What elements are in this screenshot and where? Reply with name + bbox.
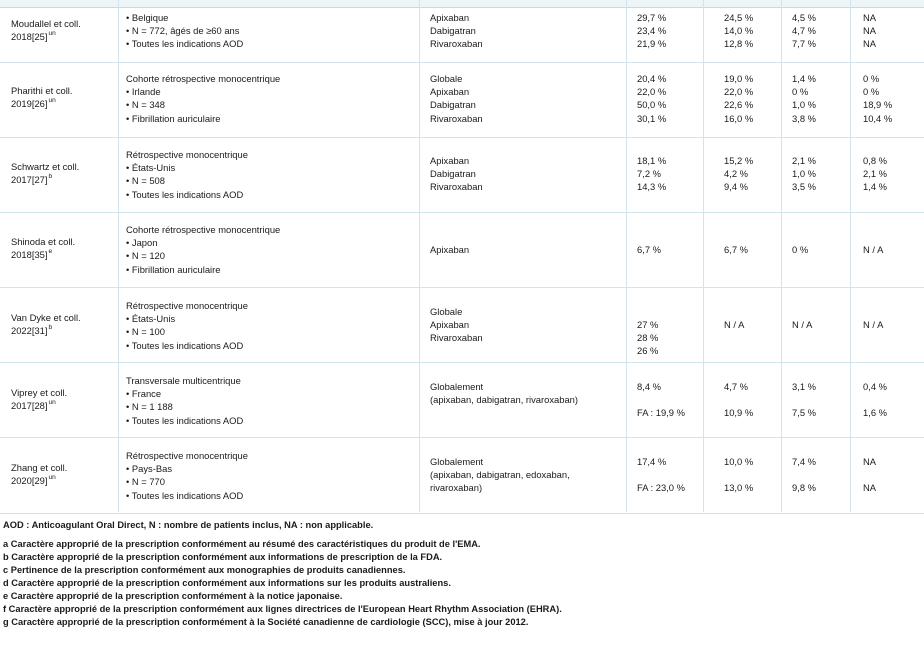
drug-name: Dabigatran xyxy=(430,99,476,111)
bullet-text: N = 120 xyxy=(131,250,165,262)
value: NA xyxy=(863,12,877,23)
study-year-ref xyxy=(11,474,67,487)
value-cell xyxy=(637,243,661,256)
value: 1,6 % xyxy=(863,407,887,419)
bullet-icon: • xyxy=(126,339,132,351)
value: 3,1 % xyxy=(792,381,816,392)
design-type: Rétrospective monocentrique xyxy=(126,450,248,461)
drug-cell xyxy=(430,380,578,406)
drug-name: (apixaban, dabigatran, edoxaban, xyxy=(430,469,570,481)
footnote-e: e Caractère approprié de la prescription conformément à la notice japonaise. xyxy=(3,591,343,601)
bullet-text: N = 770 xyxy=(131,476,165,488)
design-bullet xyxy=(126,11,243,24)
value: N / A xyxy=(863,244,884,255)
value: 2,1 % xyxy=(863,168,887,180)
study-author: Pharithi et coll. xyxy=(11,85,73,96)
bullet-icon: • xyxy=(126,250,132,262)
bullet-text: N = 508 xyxy=(131,175,165,187)
design-bullet xyxy=(126,98,280,111)
value-cell xyxy=(637,72,666,125)
bullet-text: N = 348 xyxy=(131,99,165,111)
value: 7,4 % xyxy=(792,456,816,467)
value: 19,0 % xyxy=(724,73,754,84)
drug-name: Rivaroxaban xyxy=(430,38,483,50)
footnote-marker: b xyxy=(48,173,53,181)
footnote-a: a Caractère approprié de la prescription conformément au résumé des caractéristiques du produit de l'EMA. xyxy=(3,539,481,549)
bullet-text: Irlande xyxy=(131,86,161,98)
value: 13,0 % xyxy=(724,482,754,494)
design-bullet xyxy=(126,249,280,262)
bullet-icon: • xyxy=(126,162,132,174)
bullet-text: Belgique xyxy=(131,12,169,23)
drug-name: Apixaban xyxy=(430,86,470,98)
value-cell xyxy=(724,154,753,194)
study-design-cell xyxy=(126,11,243,51)
study-author-cell xyxy=(11,17,81,43)
drug-name: Apixaban xyxy=(430,319,470,331)
value: 4,2 % xyxy=(724,168,748,180)
footnote-marker: e xyxy=(48,248,53,256)
value-cell xyxy=(637,318,658,358)
bullet-icon: • xyxy=(126,388,132,400)
drug-cell xyxy=(430,305,483,345)
value: 10,0 % xyxy=(724,456,754,467)
study-design-cell xyxy=(126,148,248,201)
value-cell xyxy=(637,455,685,494)
design-bullet xyxy=(126,188,248,201)
footnote-d: d Caractère approprié de la prescription conformément aux informations sur les produits australiens. xyxy=(3,578,451,588)
value: NA xyxy=(863,25,877,37)
design-bullet xyxy=(126,112,280,125)
drug-name: Globalement xyxy=(430,381,484,392)
value: 22,0 % xyxy=(637,86,667,98)
study-author-cell xyxy=(11,84,73,110)
value: 18,9 % xyxy=(863,99,893,111)
design-bullet xyxy=(126,85,280,98)
drug-name: Apixaban xyxy=(430,155,470,166)
study-design-cell xyxy=(126,223,280,276)
value-cell xyxy=(724,318,744,331)
value: 4,7 % xyxy=(792,25,816,37)
value: 7,2 % xyxy=(637,168,661,180)
study-year-ref xyxy=(11,324,81,337)
study-design-cell xyxy=(126,72,280,125)
value-cell xyxy=(792,154,816,194)
bullet-icon: • xyxy=(126,175,132,187)
study-author: Shinoda et coll. xyxy=(11,236,76,247)
value-cell xyxy=(724,455,753,494)
bullet-text: Japon xyxy=(131,237,158,249)
value: NA xyxy=(863,38,877,50)
footnote-marker: un xyxy=(48,97,56,105)
value: 0 % xyxy=(863,86,880,98)
value: FA : 19,9 % xyxy=(637,407,685,419)
value-cell xyxy=(724,72,753,125)
year-reference: 2017[27] xyxy=(11,174,48,186)
bullet-icon: • xyxy=(126,326,132,338)
value-cell xyxy=(863,455,876,494)
value: 3,8 % xyxy=(792,112,816,124)
bullet-icon: • xyxy=(126,12,132,23)
design-bullet xyxy=(126,414,243,427)
study-year-ref xyxy=(11,30,81,43)
value-cell xyxy=(792,243,808,256)
study-year-ref xyxy=(11,399,67,412)
drug-cell xyxy=(430,72,483,125)
value: 3,5 % xyxy=(792,181,816,193)
design-bullet xyxy=(126,339,248,352)
value-cell xyxy=(637,380,685,419)
design-bullet xyxy=(126,161,248,174)
design-bullet xyxy=(126,174,248,187)
bullet-text: États-Unis xyxy=(131,162,176,174)
value-cell xyxy=(792,318,812,331)
drug-name: Rivaroxaban xyxy=(430,181,483,193)
column-divider xyxy=(118,0,119,512)
value: 15,2 % xyxy=(724,155,754,166)
footnote-b: b Caractère approprié de la prescription conformément aux informations de prescription de la FDA. xyxy=(3,552,443,562)
value: N / A xyxy=(863,319,884,330)
value: 0,8 % xyxy=(863,155,887,166)
value: 7,5 % xyxy=(792,407,816,419)
design-bullet xyxy=(126,489,248,502)
study-year-ref xyxy=(11,173,79,186)
value: 0,4 % xyxy=(863,381,887,392)
study-author: Van Dyke et coll. xyxy=(11,312,81,323)
value-cell xyxy=(724,11,753,51)
value: 16,0 % xyxy=(724,112,754,124)
column-divider xyxy=(419,0,420,512)
value: 18,1 % xyxy=(637,155,667,166)
value: 20,4 % xyxy=(637,73,667,84)
bullet-text: Toutes les indications AOD xyxy=(131,339,244,351)
value: 2,1 % xyxy=(792,155,816,166)
drug-name: Globale xyxy=(430,73,463,84)
drug-name: Globalement xyxy=(430,456,484,467)
bullet-text: N = 1 188 xyxy=(131,401,173,413)
value: 9,8 % xyxy=(792,482,816,494)
footnote-marker: un xyxy=(48,30,56,38)
drug-name: Apixaban xyxy=(430,12,470,23)
value: 12,8 % xyxy=(724,38,754,50)
value: 27 % xyxy=(637,319,659,330)
value: 7,7 % xyxy=(792,38,816,50)
drug-name: Rivaroxaban xyxy=(430,112,483,124)
value: 6,7 % xyxy=(724,244,748,255)
column-divider xyxy=(626,0,627,512)
value-cell xyxy=(863,154,887,194)
bullet-text: Fibrillation auriculaire xyxy=(131,263,221,275)
value-cell xyxy=(792,11,816,51)
value: 4,5 % xyxy=(792,12,816,23)
value: 1,0 % xyxy=(792,99,816,111)
study-author-cell xyxy=(11,311,81,337)
value: 22,6 % xyxy=(724,99,754,111)
value: 14,0 % xyxy=(724,25,754,37)
drug-name: Globale xyxy=(430,306,463,317)
drug-name: (apixaban, dabigatran, rivaroxaban) xyxy=(430,394,579,406)
value: 8,4 % xyxy=(637,381,661,392)
design-bullet xyxy=(126,325,248,338)
bullet-icon: • xyxy=(126,489,132,501)
study-year-ref xyxy=(11,248,75,261)
bullet-text: France xyxy=(131,388,162,400)
drug-cell xyxy=(430,154,483,194)
study-author-cell xyxy=(11,461,67,487)
design-bullet xyxy=(126,400,243,413)
design-type: Rétrospective monocentrique xyxy=(126,149,248,160)
bullet-text: N = 772, âgés de ≥60 ans xyxy=(131,25,240,37)
abbreviations-note: AOD : Anticoagulant Oral Direct, N : nombre de patients inclus, NA : non applicable. xyxy=(3,520,374,530)
drug-name: rivaroxaban) xyxy=(430,482,483,494)
footnote-f: f Caractère approprié de la prescription conformément aux lignes directrices de l'European Heart Rhythm Association (EHRA). xyxy=(3,604,562,614)
value-cell xyxy=(724,243,748,256)
value: 1,4 % xyxy=(792,73,816,84)
value: 30,1 % xyxy=(637,112,667,124)
value-cell xyxy=(792,72,816,125)
value: N / A xyxy=(792,319,813,330)
value: 0 % xyxy=(792,244,809,255)
bullet-text: Fibrillation auriculaire xyxy=(131,112,221,124)
value: 0 % xyxy=(863,73,880,84)
bullet-icon: • xyxy=(126,476,132,488)
bullet-icon: • xyxy=(126,86,132,98)
value: NA xyxy=(863,482,877,494)
drug-name: Rivaroxaban xyxy=(430,332,483,344)
study-author: Viprey et coll. xyxy=(11,387,68,398)
study-year-ref xyxy=(11,97,73,110)
drug-cell xyxy=(430,243,469,256)
footnote-g: g Caractère approprié de la prescription conformément à la Société canadienne de cardiologie (SCC), mise à jour 2012. xyxy=(3,617,529,627)
value: 23,4 % xyxy=(637,25,667,37)
year-reference: 2018[35] xyxy=(11,249,48,261)
study-author: Zhang et coll. xyxy=(11,462,68,473)
study-design-cell xyxy=(126,374,243,427)
value: 21,9 % xyxy=(637,38,667,50)
value: 26 % xyxy=(637,345,659,357)
design-bullet xyxy=(126,475,248,488)
bullet-text: Toutes les indications AOD xyxy=(131,38,244,50)
study-author-cell xyxy=(11,160,79,186)
bullet-icon: • xyxy=(126,99,132,111)
drug-name: Dabigatran xyxy=(430,168,476,180)
value: 1,0 % xyxy=(792,168,816,180)
value-cell xyxy=(863,318,883,331)
design-bullet xyxy=(126,462,248,475)
value: 17,4 % xyxy=(637,456,667,467)
bullet-text: Toutes les indications AOD xyxy=(131,188,244,200)
value-cell xyxy=(724,380,753,419)
value: 28 % xyxy=(637,332,659,344)
study-author: Schwartz et coll. xyxy=(11,161,80,172)
drug-name: Dabigatran xyxy=(430,25,476,37)
value-cell xyxy=(792,380,816,419)
column-divider xyxy=(850,0,851,512)
value-cell xyxy=(863,380,887,419)
value: 50,0 % xyxy=(637,99,667,111)
value: 9,4 % xyxy=(724,181,748,193)
year-reference: 2017[28] xyxy=(11,400,48,412)
value: 24,5 % xyxy=(724,12,754,23)
value: N / A xyxy=(724,319,745,330)
footnote-marker: un xyxy=(48,399,56,407)
bullet-icon: • xyxy=(126,313,132,325)
bullet-icon: • xyxy=(126,263,132,275)
bullet-text: Pays-Bas xyxy=(131,463,173,475)
drug-cell xyxy=(430,455,570,495)
footnote-marker: un xyxy=(48,474,56,482)
bullet-icon: • xyxy=(126,401,132,413)
value-cell xyxy=(792,455,816,494)
value-cell xyxy=(637,154,666,194)
study-design-cell xyxy=(126,299,248,352)
value: 4,7 % xyxy=(724,381,748,392)
value-cell xyxy=(863,11,876,51)
study-author: Moudallel et coll. xyxy=(11,18,81,29)
value: 10,9 % xyxy=(724,407,754,419)
value-cell xyxy=(637,11,666,51)
column-divider xyxy=(703,0,704,512)
study-author-cell xyxy=(11,235,75,261)
value: 6,7 % xyxy=(637,244,661,255)
year-reference: 2020[29] xyxy=(11,475,48,487)
footnote-marker: b xyxy=(48,324,53,332)
year-reference: 2019[26] xyxy=(11,98,48,110)
bullet-text: N = 100 xyxy=(131,326,165,338)
design-bullet xyxy=(126,24,243,37)
year-reference: 2022[31] xyxy=(11,325,48,337)
table-top-edge xyxy=(0,0,924,8)
design-bullet xyxy=(126,387,243,400)
design-type: Cohorte rétrospective monocentrique xyxy=(126,73,281,84)
year-reference: 2018[25] xyxy=(11,31,48,43)
value: 22,0 % xyxy=(724,86,754,98)
design-type: Transversale multicentrique xyxy=(126,375,241,386)
value: 10,4 % xyxy=(863,112,893,124)
value: FA : 23,0 % xyxy=(637,482,685,494)
drug-name: Apixaban xyxy=(430,244,470,255)
bullet-icon: • xyxy=(126,38,132,50)
bullet-text: États-Unis xyxy=(131,313,176,325)
bullet-text: Toutes les indications AOD xyxy=(131,414,244,426)
value: NA xyxy=(863,456,877,467)
drug-cell xyxy=(430,11,483,51)
footnotes xyxy=(3,519,562,629)
bullet-icon: • xyxy=(126,188,132,200)
bullet-icon: • xyxy=(126,463,132,475)
study-design-cell xyxy=(126,449,248,502)
bullet-icon: • xyxy=(126,25,132,37)
footnote-c: c Pertinence de la prescription conformément aux monographies de produits canadiennes. xyxy=(3,565,406,575)
bullet-text: Toutes les indications AOD xyxy=(131,489,244,501)
value: 1,4 % xyxy=(863,181,887,193)
value-cell xyxy=(863,243,883,256)
design-bullet xyxy=(126,236,280,249)
bullet-icon: • xyxy=(126,414,132,426)
value-cell xyxy=(863,72,892,125)
bullet-icon: • xyxy=(126,112,132,124)
design-bullet xyxy=(126,37,243,50)
study-author-cell xyxy=(11,386,67,412)
bullet-icon: • xyxy=(126,237,132,249)
value: 0 % xyxy=(792,86,809,98)
column-divider xyxy=(781,0,782,512)
value: 14,3 % xyxy=(637,181,667,193)
design-type: Rétrospective monocentrique xyxy=(126,300,248,311)
design-type: Cohorte rétrospective monocentrique xyxy=(126,224,281,235)
value: 29,7 % xyxy=(637,12,667,23)
design-bullet xyxy=(126,263,280,276)
design-bullet xyxy=(126,312,248,325)
